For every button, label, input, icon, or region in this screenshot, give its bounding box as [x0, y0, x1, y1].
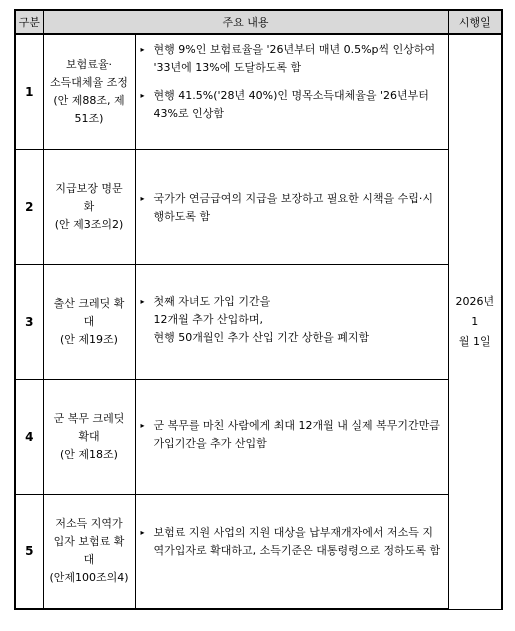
- item-title-line: 51조): [74, 111, 104, 125]
- row-number: 2: [15, 149, 43, 264]
- bullet-list: [140, 150, 442, 226]
- table-row: [15, 379, 502, 494]
- row-number: 1: [15, 34, 43, 149]
- bullet-item: ▸ 현행 41.5%('28년 40%)인 명목소득대체율을 '26년부터 43%로 인상함: [140, 87, 442, 123]
- bullet-list: [140, 265, 442, 347]
- item-title-line: 확대: [78, 429, 100, 443]
- header-no: 구분: [15, 10, 43, 34]
- item-title-line: (안 제18조): [60, 447, 118, 461]
- item-title: [43, 149, 135, 264]
- item-title: [43, 494, 135, 609]
- item-title-line: (안 제19조): [60, 332, 118, 346]
- item-title-line: 대: [83, 314, 95, 328]
- effective-date-line: 월 1일: [458, 334, 491, 348]
- item-content: [135, 149, 448, 264]
- bullet-item: ▸ 보험료 지원 사업의 지원 대상을 납부재개자에서 저소득 지역가입자로 확대하고, 소득기준은 대통령령으로 정하도록 함: [140, 524, 442, 560]
- item-title-line: (안제100조의4): [49, 571, 129, 585]
- row-number: 5: [15, 494, 43, 609]
- table-row: [15, 264, 502, 379]
- item-title-line: (안 제88조, 제: [53, 93, 125, 107]
- table-row: [15, 149, 502, 264]
- bullet-list: [140, 380, 442, 453]
- header-row: [15, 10, 502, 34]
- item-content: [135, 379, 448, 494]
- item-title-line: 군 복무 크레딧: [53, 411, 125, 425]
- item-title: [43, 34, 135, 149]
- table-row: [15, 34, 502, 149]
- item-title-line: 출산 크레딧 확: [53, 296, 125, 310]
- row-number: 3: [15, 264, 43, 379]
- bullet-list: [140, 35, 442, 123]
- effective-date-line: 2026년 1: [455, 294, 495, 328]
- item-title-line: 입자 보험료 확: [53, 535, 125, 549]
- bullet-list: [140, 495, 442, 560]
- reform-table-sheet: [14, 9, 501, 610]
- header-content: 주요 내용: [43, 10, 448, 34]
- item-title-line: 대: [83, 553, 95, 567]
- item-title-line: 화: [83, 199, 95, 213]
- item-content: [135, 34, 448, 149]
- item-title-line: 지급보장 명문: [55, 181, 123, 195]
- item-title-line: 저소득 지역가: [55, 517, 123, 531]
- item-title-line: 보험료율·: [65, 57, 112, 71]
- table-row: [15, 494, 502, 609]
- reform-table: [14, 9, 503, 610]
- item-title-line: (안 제3조의2): [54, 217, 124, 231]
- item-content: [135, 494, 448, 609]
- item-title: [43, 379, 135, 494]
- bullet-item: ▸ 첫째 자녀도 가입 기간을 12개월 추가 산입하며, 현행 50개월인 추가 산입 기간 상한을 폐지함: [140, 293, 442, 347]
- row-number: 4: [15, 379, 43, 494]
- bullet-item: ▸ 현행 9%인 보험료율을 '26년부터 매년 0.5%p씩 인상하여 '33년에 13%에 도달하도록 함: [140, 41, 442, 77]
- table-body: [15, 34, 502, 609]
- bullet-item: ▸ 군 복무를 마친 사람에게 최대 12개월 내 실제 복무기간만큼 가입기간을 추가 산입함: [140, 417, 442, 453]
- header-date: 시행일: [448, 10, 502, 34]
- bullet-item: ▸ 국가가 연금급여의 지급을 보장하고 필요한 시책을 수립·시행하도록 함: [140, 190, 442, 226]
- item-title: [43, 264, 135, 379]
- item-content: [135, 264, 448, 379]
- effective-date: [448, 34, 502, 609]
- item-title-line: 소득대체율 조정: [50, 75, 128, 89]
